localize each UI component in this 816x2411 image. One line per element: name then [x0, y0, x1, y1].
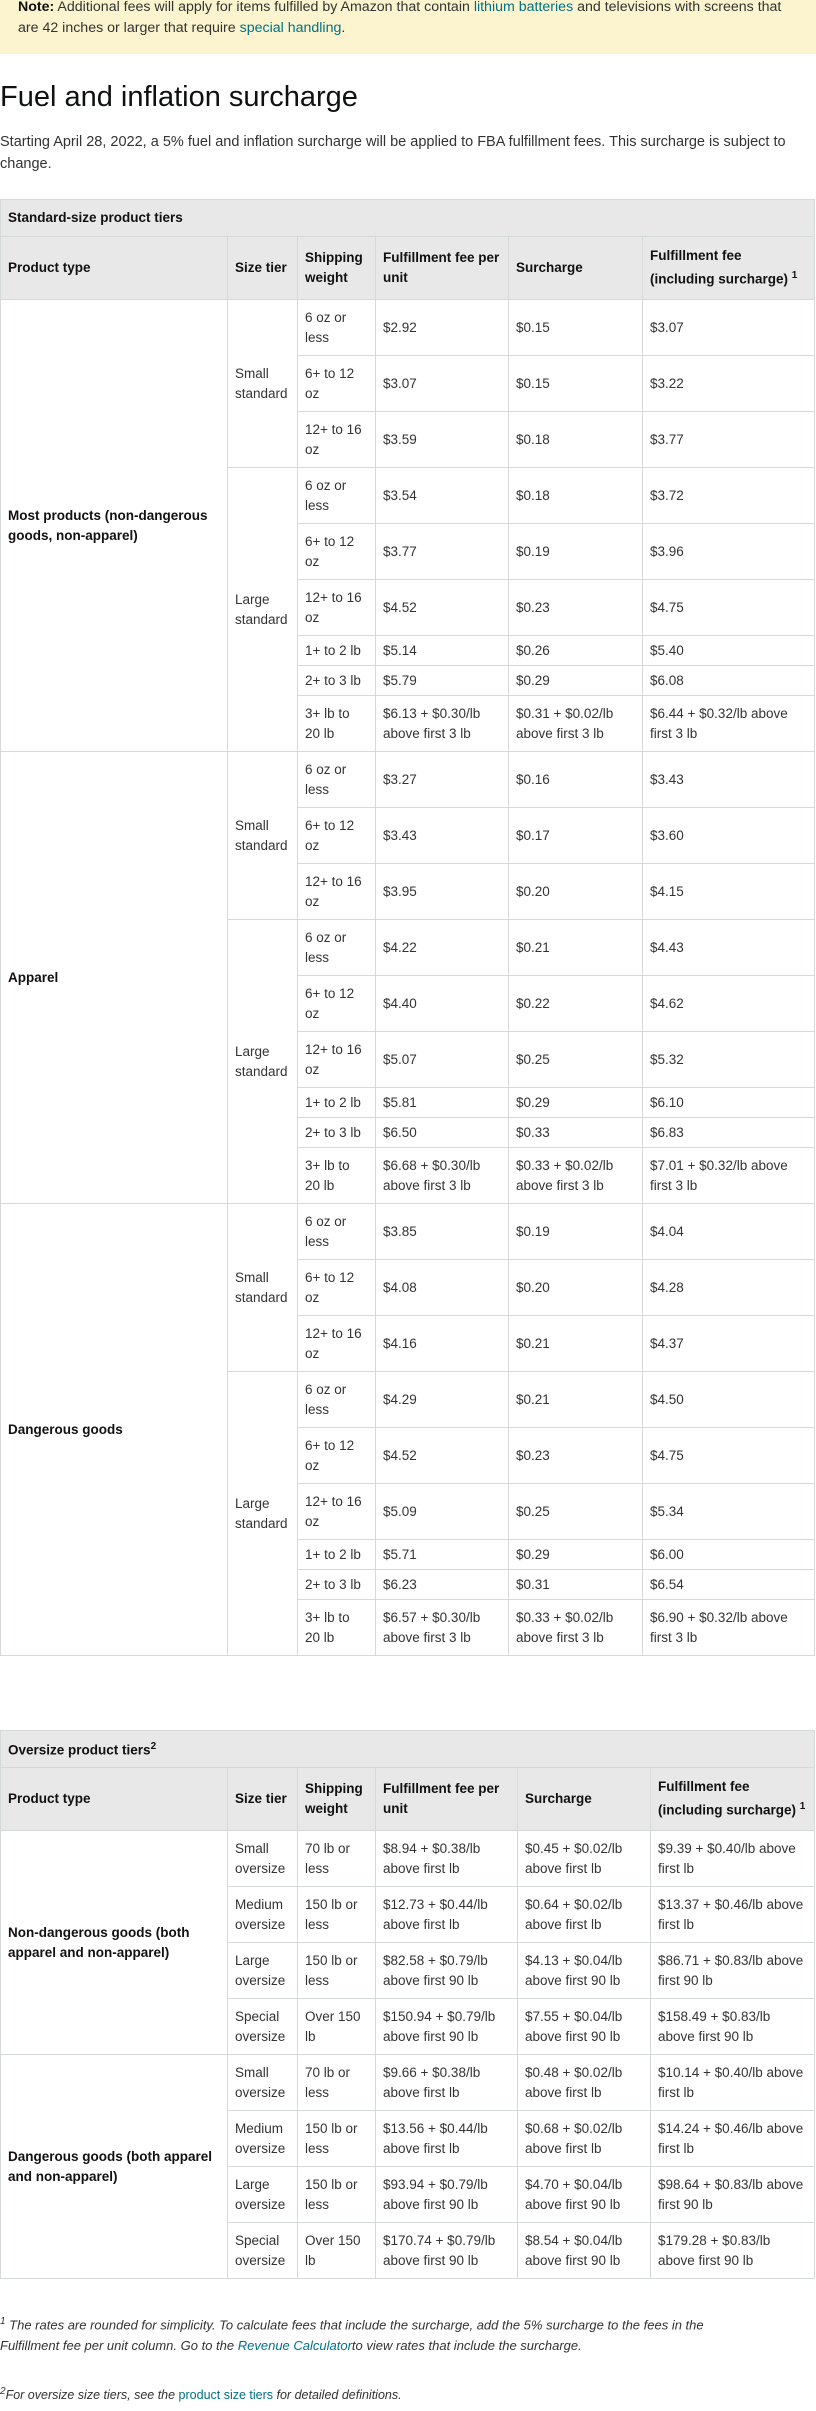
fee-per-unit-cell: $3.27 [376, 752, 509, 808]
shipping-weight-cell: 3+ lb to 20 lb [298, 696, 376, 752]
shipping-weight-cell: 6 oz or less [298, 920, 376, 976]
fee-including-surcharge-cell: $158.49 + $0.83/lb above first 90 lb [651, 1999, 815, 2055]
column-header-label: Size tier [235, 1791, 287, 1806]
column-header [376, 1768, 518, 1831]
table-caption-row [1, 200, 815, 237]
size-tier-cell: Small standard [228, 752, 298, 920]
note-banner [0, 0, 816, 54]
fee-including-surcharge-cell: $3.60 [643, 808, 815, 864]
footnote-1-marker: 1 [0, 2316, 6, 2327]
surcharge-cell: $0.20 [509, 1260, 643, 1316]
surcharge-cell: $0.25 [509, 1032, 643, 1088]
fee-per-unit-cell: $3.07 [376, 356, 509, 412]
column-header [376, 237, 509, 300]
section-title: Fuel and inflation surcharge [0, 81, 358, 113]
size-tier-cell: Medium oversize [228, 2111, 298, 2167]
fee-per-unit-cell: $6.57 + $0.30/lb above first 3 lb [376, 1600, 509, 1656]
fee-per-unit-cell: $93.94 + $0.79/lb above first 90 lb [376, 2167, 518, 2223]
footnote-marker: 1 [799, 1801, 806, 1813]
size-tier-cell: Large standard [228, 1372, 298, 1656]
surcharge-cell: $0.18 [509, 412, 643, 468]
fee-including-surcharge-cell: $6.08 [643, 666, 815, 696]
shipping-weight-cell: 150 lb or less [298, 1943, 376, 1999]
surcharge-cell: $0.29 [509, 1088, 643, 1118]
column-header-label: Size tier [235, 260, 287, 275]
fee-per-unit-cell: $2.92 [376, 300, 509, 356]
column-header-label: Fulfillment fee (including surcharge) [658, 1779, 797, 1818]
fee-including-surcharge-cell: $13.37 + $0.46/lb above first lb [651, 1887, 815, 1943]
table-row [1, 2055, 815, 2111]
shipping-weight-cell: 12+ to 16 oz [298, 580, 376, 636]
size-tier-cell: Small standard [228, 300, 298, 468]
fee-including-surcharge-cell: $5.32 [643, 1032, 815, 1088]
fee-including-surcharge-cell: $4.15 [643, 864, 815, 920]
revenue-calculator-link[interactable]: Revenue Calculator [237, 2338, 352, 2354]
fee-per-unit-cell: $3.85 [376, 1204, 509, 1260]
fee-per-unit-cell: $4.29 [376, 1372, 509, 1428]
fee-including-surcharge-cell: $3.72 [643, 468, 815, 524]
note-text-middle: and televisions with screens that are 42 inches or larger that require [18, 0, 782, 36]
fee-per-unit-cell: $5.79 [376, 666, 509, 696]
fee-per-unit-cell: $5.09 [376, 1484, 509, 1540]
shipping-weight-cell: 6+ to 12 oz [298, 356, 376, 412]
surcharge-cell: $0.20 [509, 864, 643, 920]
column-header [228, 1768, 298, 1831]
fee-per-unit-cell: $6.13 + $0.30/lb above first 3 lb [376, 696, 509, 752]
fee-including-surcharge-cell: $14.24 + $0.46/lb above first lb [651, 2111, 815, 2167]
product-size-tiers-link[interactable]: product size tiers [178, 2388, 274, 2403]
shipping-weight-cell: 1+ to 2 lb [298, 1088, 376, 1118]
header-row [1, 1768, 815, 1831]
fee-including-surcharge-cell: $6.10 [643, 1088, 815, 1118]
column-header [509, 237, 643, 300]
column-header-label: Product type [8, 260, 91, 275]
shipping-weight-cell: 12+ to 16 oz [298, 1484, 376, 1540]
fee-including-surcharge-cell: $3.43 [643, 752, 815, 808]
size-tier-cell: Small oversize [228, 2055, 298, 2111]
footnote-2-text: For oversize size tiers, see the [5, 2388, 179, 2403]
note-text-before: Additional fees will apply for items fulfilled by Amazon that contain [54, 0, 474, 15]
fee-per-unit-cell: $4.08 [376, 1260, 509, 1316]
fee-including-surcharge-cell: $6.83 [643, 1118, 815, 1148]
surcharge-cell: $0.21 [509, 1316, 643, 1372]
surcharge-cell: $0.45 + $0.02/lb above first lb [518, 1831, 651, 1887]
column-header-label: Surcharge [525, 1791, 592, 1806]
fee-per-unit-cell: $6.23 [376, 1570, 509, 1600]
surcharge-cell: $0.18 [509, 468, 643, 524]
shipping-weight-cell: 12+ to 16 oz [298, 864, 376, 920]
footnote-2-text-after: for detailed definitions. [273, 2388, 402, 2403]
column-header-label: Shipping weight [305, 1781, 363, 1816]
oversize-table [0, 1730, 815, 2279]
fee-per-unit-cell: $13.56 + $0.44/lb above first lb [376, 2111, 518, 2167]
footnote-1-text-after: to view rates that include the surcharge. [351, 2338, 582, 2354]
surcharge-cell: $0.22 [509, 976, 643, 1032]
shipping-weight-cell: 1+ to 2 lb [298, 636, 376, 666]
surcharge-cell: $0.17 [509, 808, 643, 864]
product-type-cell: Apparel [1, 752, 228, 1204]
header-row [1, 237, 815, 300]
fee-per-unit-cell: $5.07 [376, 1032, 509, 1088]
surcharge-cell: $0.15 [509, 300, 643, 356]
surcharge-cell: $0.31 [509, 1570, 643, 1600]
column-header [651, 1768, 815, 1831]
fee-per-unit-cell: $4.16 [376, 1316, 509, 1372]
standard-size-table [0, 199, 815, 1656]
surcharge-cell: $0.19 [509, 524, 643, 580]
shipping-weight-cell: 6+ to 12 oz [298, 1260, 376, 1316]
shipping-weight-cell: 6 oz or less [298, 1204, 376, 1260]
column-header-label: Fulfillment fee (including surcharge) [650, 248, 789, 287]
surcharge-cell: $0.33 + $0.02/lb above first 3 lb [509, 1600, 643, 1656]
fee-per-unit-cell: $12.73 + $0.44/lb above first lb [376, 1887, 518, 1943]
surcharge-cell: $4.70 + $0.04/lb above first 90 lb [518, 2167, 651, 2223]
fee-including-surcharge-cell: $179.28 + $0.83/lb above first 90 lb [651, 2223, 815, 2279]
fee-per-unit-cell: $5.14 [376, 636, 509, 666]
table-row [1, 1831, 815, 1887]
note-text-after: . [341, 20, 346, 36]
surcharge-cell: $0.23 [509, 580, 643, 636]
shipping-weight-cell: 6 oz or less [298, 1372, 376, 1428]
fee-per-unit-cell: $4.40 [376, 976, 509, 1032]
surcharge-cell: $0.33 [509, 1118, 643, 1148]
table-row [1, 752, 815, 808]
shipping-weight-cell: 1+ to 2 lb [298, 1540, 376, 1570]
fee-per-unit-cell: $170.74 + $0.79/lb above first 90 lb [376, 2223, 518, 2279]
shipping-weight-cell: 6 oz or less [298, 468, 376, 524]
fee-per-unit-cell: $5.71 [376, 1540, 509, 1570]
fee-including-surcharge-cell: $4.37 [643, 1316, 815, 1372]
fee-including-surcharge-cell: $9.39 + $0.40/lb above first lb [651, 1831, 815, 1887]
fee-including-surcharge-cell: $6.90 + $0.32/lb above first 3 lb [643, 1600, 815, 1656]
fee-including-surcharge-cell: $3.96 [643, 524, 815, 580]
shipping-weight-cell: 6+ to 12 oz [298, 524, 376, 580]
shipping-weight-cell: 6 oz or less [298, 300, 376, 356]
column-header [643, 237, 815, 300]
fee-including-surcharge-cell: $98.64 + $0.83/lb above first 90 lb [651, 2167, 815, 2223]
shipping-weight-cell: 2+ to 3 lb [298, 1118, 376, 1148]
table-caption-row [1, 1731, 815, 1768]
column-header-label: Fulfillment fee per unit [383, 1781, 500, 1816]
special-handling-link[interactable]: special handling [239, 20, 342, 36]
fee-per-unit-cell: $5.81 [376, 1088, 509, 1118]
surcharge-cell: $0.16 [509, 752, 643, 808]
size-tier-cell: Large standard [228, 468, 298, 752]
fee-including-surcharge-cell: $4.43 [643, 920, 815, 976]
surcharge-cell: $0.21 [509, 1372, 643, 1428]
shipping-weight-cell: Over 150 lb [298, 2223, 376, 2279]
product-type-cell: Non-dangerous goods (both apparel and non-apparel) [1, 1831, 228, 2055]
footnote-marker: 2 [150, 1741, 157, 1753]
surcharge-cell: $0.19 [509, 1204, 643, 1260]
column-header [298, 237, 376, 300]
size-tier-cell: Small standard [228, 1204, 298, 1372]
shipping-weight-cell: 70 lb or less [298, 1831, 376, 1887]
table-caption [1, 1731, 815, 1768]
product-type-cell: Most products (non-dangerous goods, non-apparel) [1, 300, 228, 752]
fee-including-surcharge-cell: $86.71 + $0.83/lb above first 90 lb [651, 1943, 815, 1999]
shipping-weight-cell: 150 lb or less [298, 2111, 376, 2167]
fee-per-unit-cell: $3.95 [376, 864, 509, 920]
intro-paragraph: Starting April 28, 2022, a 5% fuel and inflation surcharge will be applied to FBA fulfillment fees. This surcharge is subject to change. [0, 134, 786, 172]
footnote-2 [0, 2381, 816, 2406]
column-header-label: Shipping weight [305, 250, 363, 285]
size-tier-cell: Large oversize [228, 1943, 298, 1999]
column-header [298, 1768, 376, 1831]
column-header-label: Surcharge [516, 260, 583, 275]
fee-per-unit-cell: $4.52 [376, 1428, 509, 1484]
shipping-weight-cell: 150 lb or less [298, 2167, 376, 2223]
fee-including-surcharge-cell: $6.00 [643, 1540, 815, 1570]
surcharge-cell: $0.68 + $0.02/lb above first lb [518, 2111, 651, 2167]
surcharge-cell: $0.64 + $0.02/lb above first lb [518, 1887, 651, 1943]
shipping-weight-cell: 6 oz or less [298, 752, 376, 808]
fee-including-surcharge-cell: $4.50 [643, 1372, 815, 1428]
fee-per-unit-cell: $6.50 [376, 1118, 509, 1148]
shipping-weight-cell: 2+ to 3 lb [298, 1570, 376, 1600]
surcharge-cell: $0.23 [509, 1428, 643, 1484]
shipping-weight-cell: 2+ to 3 lb [298, 666, 376, 696]
fee-per-unit-cell: $4.52 [376, 580, 509, 636]
column-header-label: Fulfillment fee per unit [383, 250, 500, 285]
surcharge-cell: $0.26 [509, 636, 643, 666]
footnote-1 [0, 2311, 760, 2356]
size-tier-cell: Small oversize [228, 1831, 298, 1887]
surcharge-cell: $0.29 [509, 1540, 643, 1570]
shipping-weight-cell: 6+ to 12 oz [298, 1428, 376, 1484]
surcharge-cell: $0.15 [509, 356, 643, 412]
fee-including-surcharge-cell: $3.22 [643, 356, 815, 412]
shipping-weight-cell: 70 lb or less [298, 2055, 376, 2111]
product-type-cell: Dangerous goods [1, 1204, 228, 1656]
table-row [1, 300, 815, 356]
column-header-label: Product type [8, 1791, 91, 1806]
shipping-weight-cell: 3+ lb to 20 lb [298, 1148, 376, 1204]
shipping-weight-cell: Over 150 lb [298, 1999, 376, 2055]
fee-including-surcharge-cell: $4.28 [643, 1260, 815, 1316]
fee-per-unit-cell: $9.66 + $0.38/lb above first lb [376, 2055, 518, 2111]
fee-including-surcharge-cell: $6.54 [643, 1570, 815, 1600]
fee-including-surcharge-cell: $4.75 [643, 1428, 815, 1484]
surcharge-cell: $0.25 [509, 1484, 643, 1540]
fee-including-surcharge-cell: $7.01 + $0.32/lb above first 3 lb [643, 1148, 815, 1204]
fee-per-unit-cell: $3.77 [376, 524, 509, 580]
surcharge-cell: $7.55 + $0.04/lb above first 90 lb [518, 1999, 651, 2055]
fee-including-surcharge-cell: $4.75 [643, 580, 815, 636]
shipping-weight-cell: 12+ to 16 oz [298, 1032, 376, 1088]
surcharge-cell: $4.13 + $0.04/lb above first 90 lb [518, 1943, 651, 1999]
shipping-weight-cell: 6+ to 12 oz [298, 976, 376, 1032]
fee-per-unit-cell: $3.43 [376, 808, 509, 864]
surcharge-cell: $0.29 [509, 666, 643, 696]
surcharge-cell: $0.31 + $0.02/lb above first 3 lb [509, 696, 643, 752]
fee-per-unit-cell: $82.58 + $0.79/lb above first 90 lb [376, 1943, 518, 1999]
fee-per-unit-cell: $4.22 [376, 920, 509, 976]
fee-including-surcharge-cell: $3.07 [643, 300, 815, 356]
fee-per-unit-cell: $150.94 + $0.79/lb above first 90 lb [376, 1999, 518, 2055]
table-row [1, 1204, 815, 1260]
fee-including-surcharge-cell: $3.77 [643, 412, 815, 468]
fee-including-surcharge-cell: $5.40 [643, 636, 815, 666]
column-header [1, 237, 228, 300]
shipping-weight-cell: 3+ lb to 20 lb [298, 1600, 376, 1656]
table-caption-label: Oversize product tiers [8, 1742, 151, 1758]
table-caption: Standard-size product tiers [1, 200, 815, 237]
size-tier-cell: Large standard [228, 920, 298, 1204]
column-header [1, 1768, 228, 1831]
fee-per-unit-cell: $6.68 + $0.30/lb above first 3 lb [376, 1148, 509, 1204]
footnote-1-text: The rates are rounded for simplicity. To calculate fees that include the surcharge, add the 5% surcharge to the fees in the Fulfillment fee per unit column. Go to the [0, 2317, 704, 2354]
fee-including-surcharge-cell: $4.04 [643, 1204, 815, 1260]
size-tier-cell: Special oversize [228, 2223, 298, 2279]
fee-per-unit-cell: $8.94 + $0.38/lb above first lb [376, 1831, 518, 1887]
surcharge-cell: $0.33 + $0.02/lb above first 3 lb [509, 1148, 643, 1204]
fee-per-unit-cell: $3.59 [376, 412, 509, 468]
footnote-marker: 1 [791, 270, 798, 282]
product-type-cell: Dangerous goods (both apparel and non-apparel) [1, 2055, 228, 2279]
surcharge-cell: $0.21 [509, 920, 643, 976]
lithium-batteries-link[interactable]: lithium batteries [473, 0, 574, 15]
shipping-weight-cell: 12+ to 16 oz [298, 1316, 376, 1372]
shipping-weight-cell: 6+ to 12 oz [298, 808, 376, 864]
column-header [228, 237, 298, 300]
fee-including-surcharge-cell: $4.62 [643, 976, 815, 1032]
size-tier-cell: Medium oversize [228, 1887, 298, 1943]
fee-including-surcharge-cell: $5.34 [643, 1484, 815, 1540]
column-header [518, 1768, 651, 1831]
size-tier-cell: Special oversize [228, 1999, 298, 2055]
surcharge-cell: $0.48 + $0.02/lb above first lb [518, 2055, 651, 2111]
surcharge-cell: $8.54 + $0.04/lb above first 90 lb [518, 2223, 651, 2279]
shipping-weight-cell: 12+ to 16 oz [298, 412, 376, 468]
size-tier-cell: Large oversize [228, 2167, 298, 2223]
fee-including-surcharge-cell: $10.14 + $0.40/lb above first lb [651, 2055, 815, 2111]
shipping-weight-cell: 150 lb or less [298, 1887, 376, 1943]
fee-including-surcharge-cell: $6.44 + $0.32/lb above first 3 lb [643, 696, 815, 752]
fee-per-unit-cell: $3.54 [376, 468, 509, 524]
note-label: Note: [18, 0, 55, 15]
footnote-2-marker: 2 [0, 2386, 6, 2397]
